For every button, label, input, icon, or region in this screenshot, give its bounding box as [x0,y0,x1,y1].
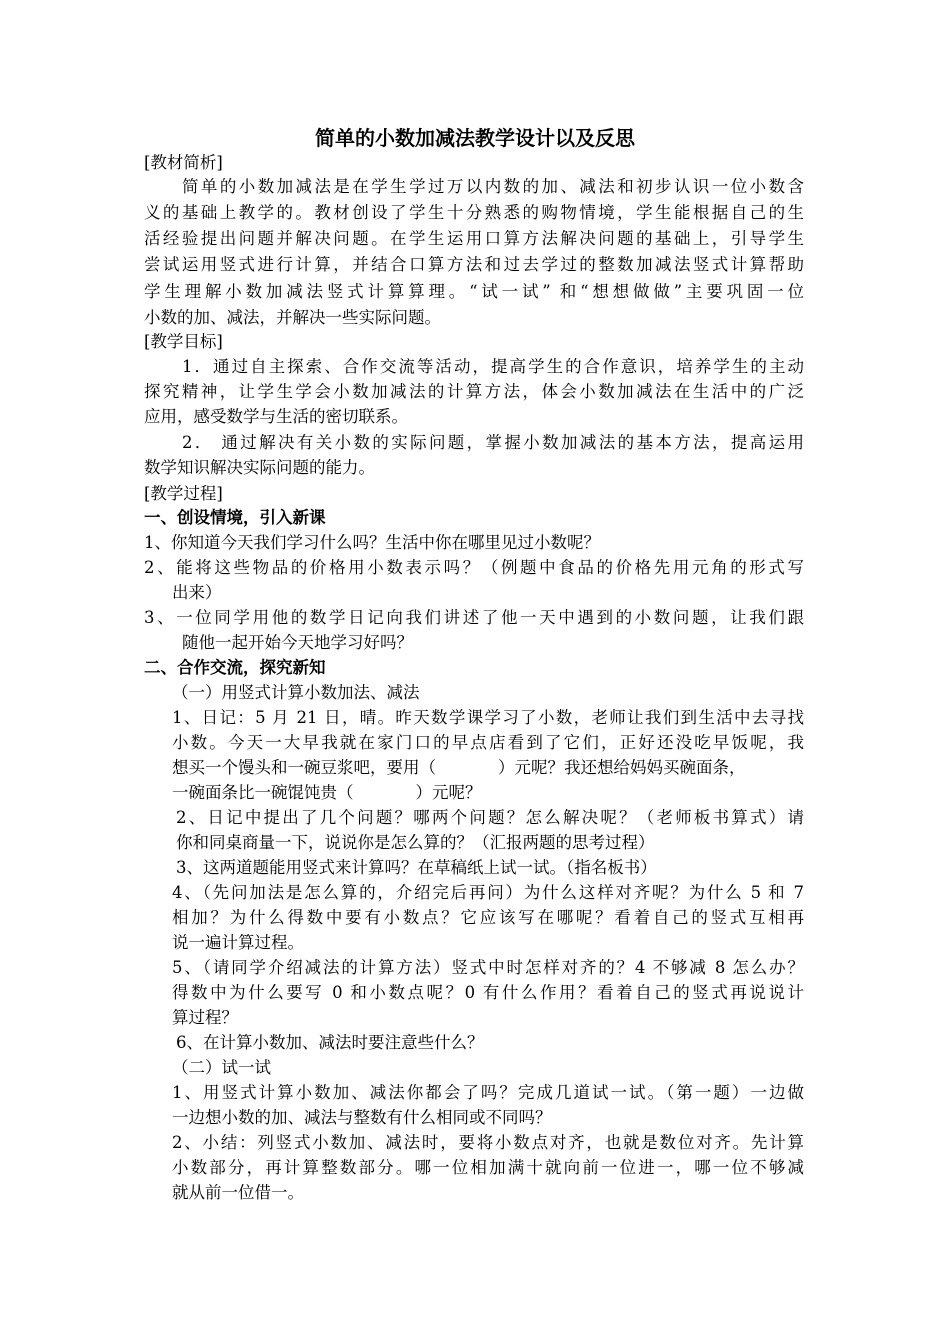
text-segment: ）元呢？我还想给妈妈买碗面条， [498,758,746,777]
paragraph-line: 一边想小数的加、减法与整数有什么相同或不同吗？ [172,1108,552,1127]
paragraph-line: 1、日记：5 月 21 日，晴。昨天数学课学习了小数，老师让我们到生活中去寻找 [172,708,804,727]
paragraph-line: 学生理解小数加减法竖式计算算理。“试一试” 和“想想做做”主要巩固一位 [144,282,804,301]
part-heading-1: 一、创设情境，引入新课 [144,508,326,527]
paragraph-line: 2． 通过解决有关小数的实际问题，掌握小数加减法的基本方法，提高运用 [182,433,804,452]
paragraph-line: 你和同桌商量一下，说说你是怎么算的？（汇报两题的思考过程） [176,833,655,852]
paragraph-line: 就从前一位借一。 [172,1183,304,1202]
list-item-continuation: 随他一起开始今天地学习好吗？ [182,633,413,652]
paragraph-line: 小数的加、减法，并解决一些实际问题。 [144,308,441,327]
part-heading-2: 二、合作交流，探究新知 [144,658,326,677]
paragraph-line: 4、（先问加法是怎么算的，介绍完后再问）为什么这样对齐呢？为什么 5 和 7 [172,883,804,902]
paragraph-line: 尝试运用竖式进行计算，并结合口算方法和过去学过的整数加减法竖式计算帮助 [144,255,804,274]
paragraph-line: 小数部分，再计算整数部分。哪一位相加满十就向前一位进一，哪一位不够减 [172,1158,804,1177]
paragraph-line: 活经验提出问题并解决问题。在学生运用口算方法解决问题的基础上，引导学生 [144,229,804,248]
text-segment: ）元呢？ [415,783,482,802]
list-item: 2、能将这些物品的价格用小数表示吗？（例题中食品的价格先用元角的形式写 [144,558,804,577]
paragraph-line: 探究精神，让学生学会小数加减法的计算方法，体会小数加减法在生活中的广泛 [144,382,804,401]
paragraph-line-with-blank [172,781,482,805]
paragraph-line: 数学知识解决实际问题的能力。 [144,458,375,477]
paragraph-line: 得数中为什么要写 0 和小数点呢？0 有什么作用？看着自己的竖式再说说计 [172,983,804,1002]
text-segment: 一碗面条比一碗馄饨贵（ [172,783,354,802]
paragraph-line: 5、（请同学介绍减法的计算方法）竖式中时怎样对齐的？4 不够减 8 怎么办？ [172,958,804,977]
paragraph-line: 1．通过自主探索、合作交流等活动，提高学生的合作意识，培养学生的主动 [182,357,804,376]
text-segment: 想买一个馒头和一碗豆浆吧，要用（ [172,758,436,777]
paragraph-line-with-blank [172,756,746,780]
paragraph-line: 义的基础上教学的。教材创设了学生十分熟悉的购物情境，学生能根据自己的生 [144,203,804,222]
paragraph-line: 6、在计算小数加、减法时要注意些什么？ [176,1033,484,1052]
paragraph-line: 3、这两道题能用竖式来计算吗？在草稿纸上试一试。（指名板书） [176,858,657,877]
section-heading-analysis: [教材简析] [144,153,223,172]
section-heading-process: [教学过程] [144,484,223,503]
document-title: 简单的小数加减法教学设计以及反思 [315,126,635,150]
list-item: 3、一位同学用他的数学日记向我们讲述了他一天中遇到的小数问题，让我们跟 [144,608,804,627]
paragraph-line: 说一遍计算过程。 [172,933,304,952]
list-item: 1、你知道今天我们学习什么吗？生活中你在哪里见过小数呢？ [144,533,600,552]
paragraph-line: 相加？为什么得数中要有小数点？它应该写在哪呢？看着自己的竖式互相再 [172,908,804,927]
paragraph-line: 2、小结：列竖式小数加、减法时，要将小数点对齐，也就是数位对齐。先计算 [172,1133,804,1152]
paragraph-line: 算过程？ [172,1008,238,1027]
paragraph-line: 2、日记中提出了几个问题？哪两个问题？怎么解决呢？（老师板书算式）请 [176,808,804,827]
paragraph-line: 简单的小数加减法是在学生学过万以内数的加、减法和初步认识一位小数含 [182,177,804,196]
paragraph-line: 小数。今天一大早我就在家门口的早点店看到了它们，正好还没吃早饭呢，我 [172,733,804,752]
paragraph-line: 应用，感受数学与生活的密切联系。 [144,407,408,426]
section-heading-objectives: [教学目标] [144,332,223,351]
paragraph-line: 1、用竖式计算小数加、减法你都会了吗？完成几道试一试。（第一题）一边做 [172,1083,804,1102]
subsection-heading: （二）试一试 [172,1058,271,1077]
subsection-heading: （一）用竖式计算小数加法、减法 [172,683,420,702]
list-item-continuation: 出来） [172,583,222,602]
